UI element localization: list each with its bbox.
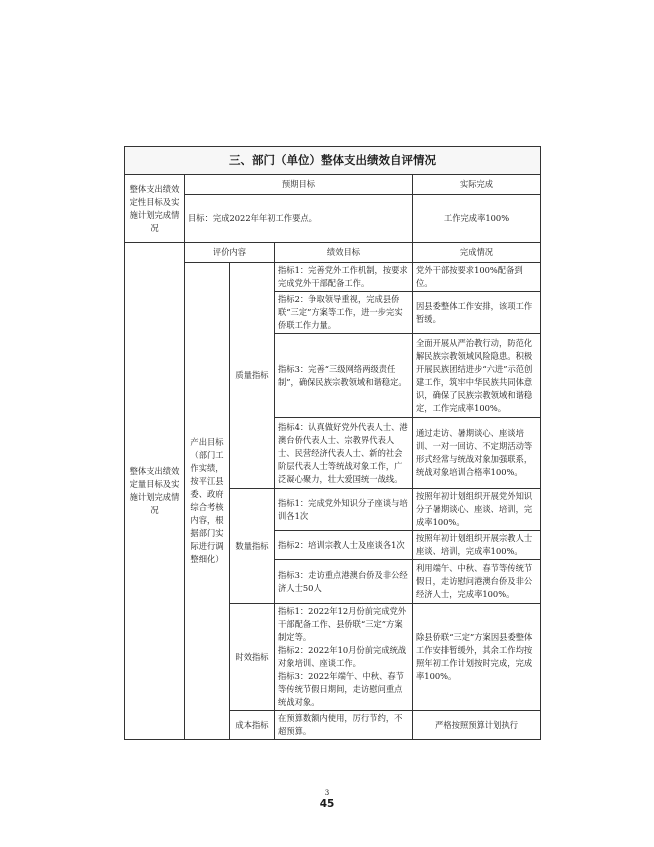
quantitative-header-row bbox=[125, 243, 541, 263]
indicator-status: 除县侨联“三定”方案因县委整体工作安排暂缓外，其余工作均按照年初工作计划按时完成，完成率100%。 bbox=[413, 604, 541, 711]
indicator-target: 指标2：培训宗教人士及座谈各1次 bbox=[275, 531, 413, 560]
indicator-status: 因县委整体工作安排，该项工作暂缓。 bbox=[413, 292, 541, 334]
completion-status-header: 完成情况 bbox=[413, 243, 541, 263]
quantitative-row-label: 整体支出绩效定量目标及实施计划完成情况 bbox=[125, 243, 185, 740]
indicator-target: 指标1：完成党外知识分子座谈与培训各1次 bbox=[275, 489, 413, 531]
qualitative-header-row bbox=[125, 175, 541, 195]
indicator-status: 严格按照预算计划执行 bbox=[413, 711, 541, 740]
indicator-target: 在预算数额内使用，厉行节约，不超预算。 bbox=[275, 711, 413, 740]
indicator-target: 指标3：完善“三级网络两级责任制”，确保民族宗教领域和谐稳定。 bbox=[275, 334, 413, 418]
indicator-status: 利用端午、中秋、春节等传统节假日，走访慰问港澳台侨及非公经济人士，完成率100%。 bbox=[413, 560, 541, 604]
indicator-status: 全面开展从严治教行动，防范化解民族宗教领域风险隐患。积极开展民族团结进步“六进”示范创建工作，筑牢中华民族共同体意识，确保了民族宗教领域和谐稳定，工作完成率100%。 bbox=[413, 334, 541, 418]
indicator-target: 指标2：争取领导重视，完成县侨联“三定”方案等工作，进一步完实侨联工作力量。 bbox=[275, 292, 413, 334]
pdf-page-number: 45 bbox=[319, 798, 335, 810]
indicator-status: 按照年初计划组织开展宗教人士座谈、培训，完成率100%。 bbox=[413, 531, 541, 560]
indicator-status: 按照年初计划组织开展党外知识分子暑期谈心、座谈、培训，完成率100%。 bbox=[413, 489, 541, 531]
indicator-status: 通过走访、暑期谈心、座谈培训、一对一回访、不定期活动等形式经常与统战对象加强联系，统战对象培训合格率100%。 bbox=[413, 418, 541, 489]
document-page-number: 3 bbox=[324, 789, 330, 797]
table-title: 三、部门（单位）整体支出绩效自评情况 bbox=[125, 147, 541, 175]
indicator-target: 指标3：走访重点港澳台侨及非公经济人士50人 bbox=[275, 560, 413, 604]
actual-completion-text: 工作完成率100% bbox=[413, 195, 541, 243]
indicator-target: 指标4：认真做好党外代表人士、港澳台侨代表人士、宗教界代表人士、民营经济代表人士、新的社会阶层代表人士等统战对象工作，广泛凝心聚力，壮大爱国统一战线。 bbox=[275, 418, 413, 489]
performance-target-header: 绩效目标 bbox=[275, 243, 413, 263]
performance-table bbox=[124, 146, 541, 740]
indicator-target: 指标1：2022年12月份前完成党外干部配备工作、县侨联“三定”方案制定等。 指标2：2022年10月份前完成统战对象培训、座谈工作。 指标3：2022年端午、中秋、春节等传统节假日期间，走访慰问重点统战对象。 bbox=[275, 604, 413, 711]
evaluation-content-header: 评价内容 bbox=[185, 243, 275, 263]
quality-indicator-label: 质量指标 bbox=[230, 263, 275, 489]
cost-indicator-label: 成本指标 bbox=[230, 711, 275, 740]
table-row bbox=[125, 263, 541, 292]
qualitative-row-label: 整体支出绩效定性目标及实施计划完成情况 bbox=[125, 175, 185, 243]
timeliness-indicator-label: 时效指标 bbox=[230, 604, 275, 711]
actual-completion-header: 实际完成 bbox=[413, 175, 541, 195]
quantity-indicator-label: 数量指标 bbox=[230, 489, 275, 604]
indicator-status: 党外干部按要求100%配备到位。 bbox=[413, 263, 541, 292]
expected-goal-text: 目标：完成2022年年初工作要点。 bbox=[185, 195, 413, 243]
qualitative-row bbox=[125, 195, 541, 243]
indicator-target: 指标1：完善党外工作机制，按要求完成党外干部配备工作。 bbox=[275, 263, 413, 292]
title-row bbox=[125, 147, 541, 175]
output-target-label: 产出目标（部门工作实绩，按平江县委、政府综合考核内容，根据部门实际进行调整细化） bbox=[185, 263, 230, 740]
expected-goal-header: 预期目标 bbox=[185, 175, 413, 195]
